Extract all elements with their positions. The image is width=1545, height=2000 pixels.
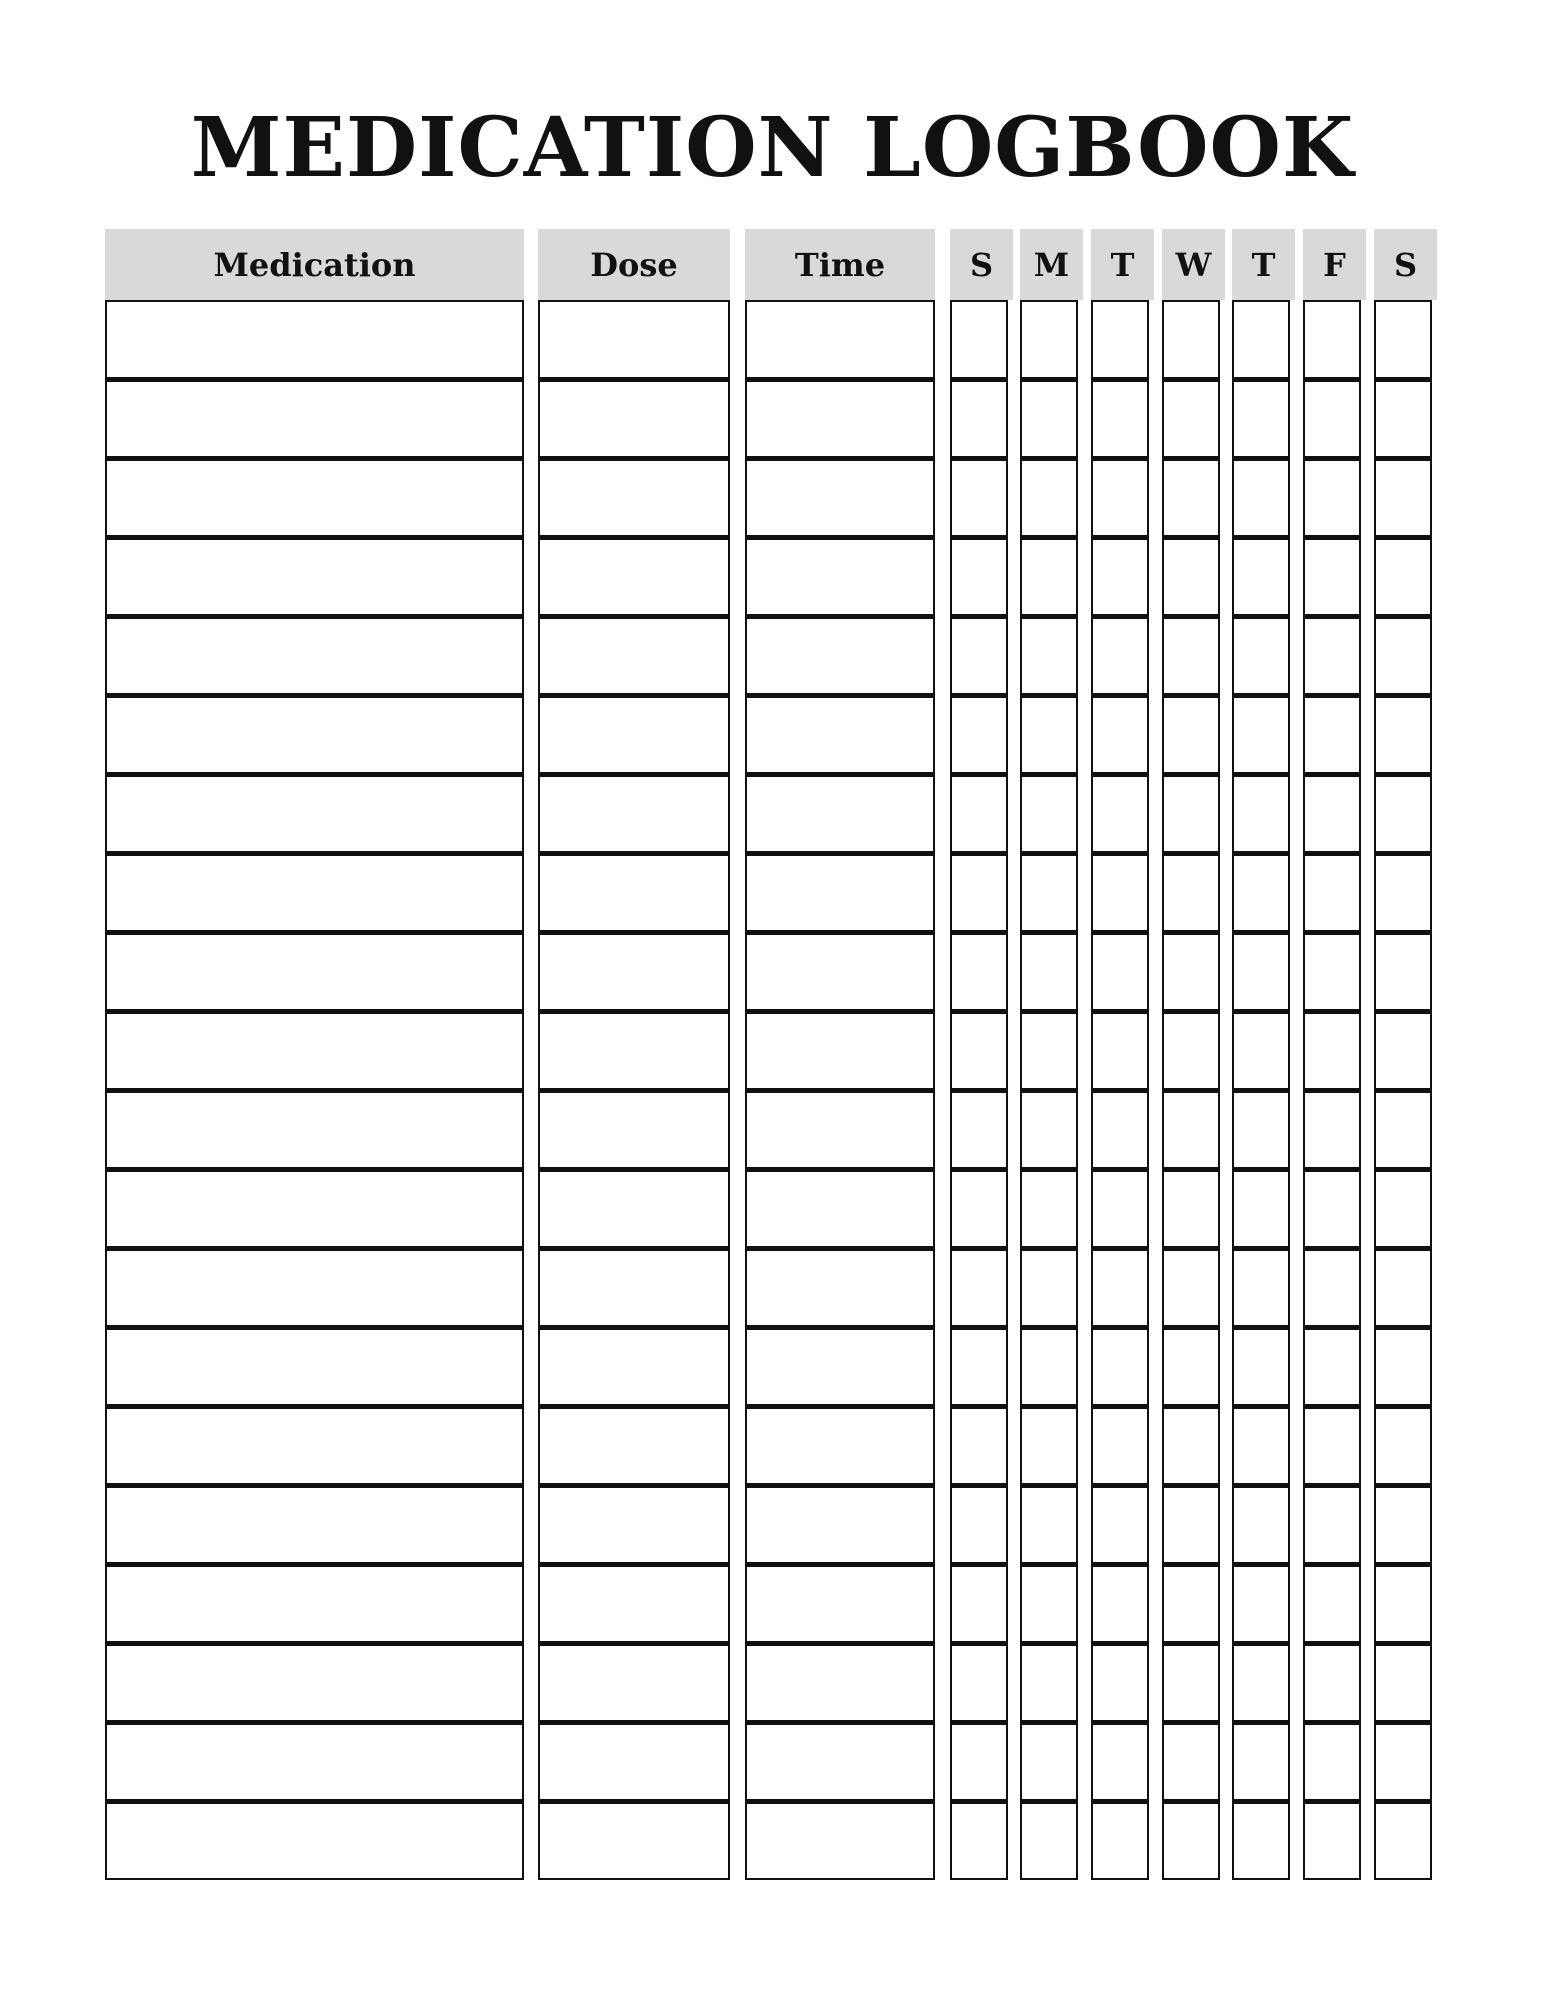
table-cell[interactable] <box>1303 1169 1361 1248</box>
table-cell[interactable] <box>1374 932 1432 1011</box>
table-cell[interactable] <box>950 1327 1008 1406</box>
table-cell[interactable] <box>1162 1248 1220 1327</box>
page-title: MEDICATION LOGBOOK <box>190 100 1355 196</box>
table-cell[interactable] <box>1020 458 1078 537</box>
table-cell[interactable] <box>1020 1169 1078 1248</box>
table-cell[interactable] <box>1020 1248 1078 1327</box>
table-cell[interactable] <box>1091 1406 1149 1485</box>
table-cell[interactable] <box>1091 1564 1149 1643</box>
table-cell[interactable] <box>745 1485 935 1564</box>
table-cell[interactable] <box>1374 774 1432 853</box>
column-6 <box>1162 229 1220 1880</box>
table-cell[interactable] <box>538 537 730 616</box>
table-cell[interactable] <box>745 1090 935 1169</box>
column-1 <box>538 229 730 1880</box>
table-cell[interactable] <box>1232 1801 1290 1880</box>
table-cell[interactable] <box>1374 1406 1432 1485</box>
table-cell[interactable] <box>538 695 730 774</box>
table-cell[interactable] <box>1020 300 1078 379</box>
table-cell[interactable] <box>1162 1327 1220 1406</box>
table-cell[interactable] <box>1232 932 1290 1011</box>
table-cell[interactable] <box>1162 1643 1220 1722</box>
table-cell[interactable] <box>1232 695 1290 774</box>
column-4 <box>1020 229 1078 1880</box>
column-header: Dose <box>538 229 730 300</box>
table-cell[interactable] <box>1091 1011 1149 1090</box>
table-cell[interactable] <box>1091 1169 1149 1248</box>
table-cell[interactable] <box>950 1722 1008 1801</box>
table-cell[interactable] <box>538 458 730 537</box>
table-cell[interactable] <box>1091 1643 1149 1722</box>
table-cell[interactable] <box>1020 1643 1078 1722</box>
table-cell[interactable] <box>538 1406 730 1485</box>
table-cell[interactable] <box>105 695 524 774</box>
table-cell[interactable] <box>950 853 1008 932</box>
table-cell[interactable] <box>1162 853 1220 932</box>
table-cell[interactable] <box>1232 616 1290 695</box>
table-cell[interactable] <box>1303 300 1361 379</box>
table-cell[interactable] <box>1091 379 1149 458</box>
table-cell[interactable] <box>538 1801 730 1880</box>
table-cell[interactable] <box>1232 1248 1290 1327</box>
table-cell[interactable] <box>538 1327 730 1406</box>
table-cell[interactable] <box>105 1090 524 1169</box>
table-cell[interactable] <box>950 1090 1008 1169</box>
table-cell[interactable] <box>1232 1169 1290 1248</box>
table-cell[interactable] <box>105 1564 524 1643</box>
table-cell[interactable] <box>745 300 935 379</box>
table-cell[interactable] <box>1162 379 1220 458</box>
table-cell[interactable] <box>1303 1722 1361 1801</box>
table-cell[interactable] <box>1020 1801 1078 1880</box>
table-cell[interactable] <box>950 1643 1008 1722</box>
table-cell[interactable] <box>105 1327 524 1406</box>
table-cell[interactable] <box>538 1169 730 1248</box>
table-cell[interactable] <box>1020 932 1078 1011</box>
table-cell[interactable] <box>1020 379 1078 458</box>
column-9 <box>1374 229 1432 1880</box>
table-cell[interactable] <box>538 1643 730 1722</box>
column-header: S <box>1374 229 1437 300</box>
table-cell[interactable] <box>105 379 524 458</box>
column-2 <box>745 229 935 1880</box>
table-cell[interactable] <box>1374 1090 1432 1169</box>
table-cell[interactable] <box>1374 1248 1432 1327</box>
table-cell[interactable] <box>105 1722 524 1801</box>
table-cell[interactable] <box>950 774 1008 853</box>
table-cell[interactable] <box>1020 1722 1078 1801</box>
table-cell[interactable] <box>105 932 524 1011</box>
table-cell[interactable] <box>950 1248 1008 1327</box>
table-cell[interactable] <box>1303 1564 1361 1643</box>
column-header: Time <box>745 229 935 300</box>
table-cell[interactable] <box>1162 300 1220 379</box>
table-cell[interactable] <box>1232 537 1290 616</box>
table-cell[interactable] <box>1020 537 1078 616</box>
table-cell[interactable] <box>1374 379 1432 458</box>
table-cell[interactable] <box>1303 458 1361 537</box>
table-cell[interactable] <box>1020 1090 1078 1169</box>
column-header: Medication <box>105 229 524 300</box>
table-cell[interactable] <box>1162 1801 1220 1880</box>
table-cell[interactable] <box>745 1169 935 1248</box>
table-cell[interactable] <box>1091 1722 1149 1801</box>
column-header: F <box>1303 229 1366 300</box>
table-cell[interactable] <box>1162 1011 1220 1090</box>
table-cell[interactable] <box>1091 616 1149 695</box>
table-cell[interactable] <box>105 1643 524 1722</box>
table-cell[interactable] <box>745 1643 935 1722</box>
table-cell[interactable] <box>105 1169 524 1248</box>
table-cell[interactable] <box>1162 1090 1220 1169</box>
table-cell[interactable] <box>745 1722 935 1801</box>
table-cell[interactable] <box>1232 774 1290 853</box>
table-cell[interactable] <box>1374 458 1432 537</box>
table-cell[interactable] <box>1374 1801 1432 1880</box>
table-cell[interactable] <box>105 1801 524 1880</box>
table-cell[interactable] <box>745 379 935 458</box>
table-cell[interactable] <box>950 616 1008 695</box>
table-cell[interactable] <box>1020 1406 1078 1485</box>
table-cell[interactable] <box>745 853 935 932</box>
column-0 <box>105 229 524 1880</box>
table-cell[interactable] <box>538 774 730 853</box>
column-header: W <box>1162 229 1225 300</box>
table-cell[interactable] <box>1374 300 1432 379</box>
table-cell[interactable] <box>1374 1564 1432 1643</box>
table-cell[interactable] <box>950 1011 1008 1090</box>
table-cell[interactable] <box>1303 1327 1361 1406</box>
table-cell[interactable] <box>1374 1169 1432 1248</box>
table-cell[interactable] <box>1232 1090 1290 1169</box>
column-header: T <box>1091 229 1154 300</box>
table-cell[interactable] <box>1232 379 1290 458</box>
table-cell[interactable] <box>1303 537 1361 616</box>
table-cell[interactable] <box>1232 1406 1290 1485</box>
table-cell[interactable] <box>538 1011 730 1090</box>
table-cell[interactable] <box>1162 695 1220 774</box>
table-cell[interactable] <box>950 379 1008 458</box>
table-cell[interactable] <box>538 1564 730 1643</box>
column-header: T <box>1232 229 1295 300</box>
table-cell[interactable] <box>1303 379 1361 458</box>
column-5 <box>1091 229 1149 1880</box>
table-cell[interactable] <box>950 932 1008 1011</box>
table-cell[interactable] <box>1091 1327 1149 1406</box>
column-header: S <box>950 229 1013 300</box>
table-cell[interactable] <box>950 537 1008 616</box>
table-cell[interactable] <box>1020 695 1078 774</box>
table-cell[interactable] <box>1091 537 1149 616</box>
table-cell[interactable] <box>1374 1011 1432 1090</box>
table-cell[interactable] <box>1232 853 1290 932</box>
table-cell[interactable] <box>1232 1722 1290 1801</box>
table-cell[interactable] <box>1091 300 1149 379</box>
table-cell[interactable] <box>745 695 935 774</box>
table-cell[interactable] <box>1303 1090 1361 1169</box>
table-cell[interactable] <box>745 1248 935 1327</box>
table-cell[interactable] <box>1303 1643 1361 1722</box>
table-cell[interactable] <box>105 1406 524 1485</box>
table-cell[interactable] <box>1303 1248 1361 1327</box>
table-cell[interactable] <box>105 300 524 379</box>
table-cell[interactable] <box>745 1801 935 1880</box>
table-cell[interactable] <box>1091 458 1149 537</box>
table-cell[interactable] <box>950 1801 1008 1880</box>
table-cell[interactable] <box>1232 1485 1290 1564</box>
table-cell[interactable] <box>1303 1485 1361 1564</box>
table-cell[interactable] <box>1303 774 1361 853</box>
table-cell[interactable] <box>1374 695 1432 774</box>
table-cell[interactable] <box>950 695 1008 774</box>
table-cell[interactable] <box>950 1406 1008 1485</box>
table-cell[interactable] <box>950 1485 1008 1564</box>
column-header: M <box>1020 229 1083 300</box>
table-cell[interactable] <box>1232 1011 1290 1090</box>
table-cell[interactable] <box>1162 537 1220 616</box>
table-cell[interactable] <box>538 300 730 379</box>
table-cell[interactable] <box>105 1248 524 1327</box>
table-cell[interactable] <box>538 1248 730 1327</box>
table-cell[interactable] <box>1020 1011 1078 1090</box>
table-cell[interactable] <box>1303 1406 1361 1485</box>
table-cell[interactable] <box>1303 695 1361 774</box>
table-cell[interactable] <box>1303 1801 1361 1880</box>
table-cell[interactable] <box>1020 1327 1078 1406</box>
table-cell[interactable] <box>1303 853 1361 932</box>
table-cell[interactable] <box>1162 932 1220 1011</box>
table-cell[interactable] <box>1162 1169 1220 1248</box>
table-cell[interactable] <box>745 458 935 537</box>
table-cell[interactable] <box>1020 774 1078 853</box>
table-cell[interactable] <box>745 616 935 695</box>
table-cell[interactable] <box>1303 932 1361 1011</box>
table-cell[interactable] <box>105 458 524 537</box>
table-cell[interactable] <box>1162 1722 1220 1801</box>
table-cell[interactable] <box>1162 1564 1220 1643</box>
table-cell[interactable] <box>950 1564 1008 1643</box>
table-cell[interactable] <box>538 1722 730 1801</box>
table-cell[interactable] <box>1091 1090 1149 1169</box>
table-cell[interactable] <box>1374 537 1432 616</box>
table-cell[interactable] <box>538 853 730 932</box>
column-7 <box>1232 229 1290 1880</box>
table-cell[interactable] <box>1374 1722 1432 1801</box>
table-cell[interactable] <box>1162 1406 1220 1485</box>
table-cell[interactable] <box>538 1485 730 1564</box>
table-cell[interactable] <box>1232 1327 1290 1406</box>
column-3 <box>950 229 1008 1880</box>
table-cell[interactable] <box>538 1090 730 1169</box>
table-cell[interactable] <box>1091 774 1149 853</box>
table-cell[interactable] <box>1232 458 1290 537</box>
table-cell[interactable] <box>745 1564 935 1643</box>
table-cell[interactable] <box>1232 1564 1290 1643</box>
table-cell[interactable] <box>1020 616 1078 695</box>
table-cell[interactable] <box>1091 1801 1149 1880</box>
table-cell[interactable] <box>1091 1248 1149 1327</box>
table-cell[interactable] <box>1020 1485 1078 1564</box>
table-cell[interactable] <box>105 616 524 695</box>
table-cell[interactable] <box>1162 616 1220 695</box>
table-cell[interactable] <box>745 1011 935 1090</box>
table-cell[interactable] <box>105 1485 524 1564</box>
table-cell[interactable] <box>1303 616 1361 695</box>
column-8 <box>1303 229 1361 1880</box>
table-cell[interactable] <box>105 774 524 853</box>
table-cell[interactable] <box>105 1011 524 1090</box>
table-cell[interactable] <box>1091 932 1149 1011</box>
table-cell[interactable] <box>1020 853 1078 932</box>
table-cell[interactable] <box>745 537 935 616</box>
table-cell[interactable] <box>538 616 730 695</box>
table-cell[interactable] <box>1232 1643 1290 1722</box>
table-cell[interactable] <box>1162 1485 1220 1564</box>
table-cell[interactable] <box>1374 1327 1432 1406</box>
table-cell[interactable] <box>1232 300 1290 379</box>
table-cell[interactable] <box>105 537 524 616</box>
table-cell[interactable] <box>1162 458 1220 537</box>
table-cell[interactable] <box>538 932 730 1011</box>
table-cell[interactable] <box>538 379 730 458</box>
table-cell[interactable] <box>1020 1564 1078 1643</box>
table-cell[interactable] <box>745 1406 935 1485</box>
table-cell[interactable] <box>950 1169 1008 1248</box>
table-cell[interactable] <box>1374 853 1432 932</box>
table-cell[interactable] <box>105 853 524 932</box>
table-cell[interactable] <box>1091 1485 1149 1564</box>
table-cell[interactable] <box>1374 616 1432 695</box>
table-cell[interactable] <box>950 458 1008 537</box>
table-cell[interactable] <box>1374 1643 1432 1722</box>
table-cell[interactable] <box>1091 695 1149 774</box>
table-cell[interactable] <box>1374 1485 1432 1564</box>
table-cell[interactable] <box>745 774 935 853</box>
table-cell[interactable] <box>745 1327 935 1406</box>
table-cell[interactable] <box>1303 1011 1361 1090</box>
table-cell[interactable] <box>950 300 1008 379</box>
table-cell[interactable] <box>1091 853 1149 932</box>
table-cell[interactable] <box>745 932 935 1011</box>
table-cell[interactable] <box>1162 774 1220 853</box>
